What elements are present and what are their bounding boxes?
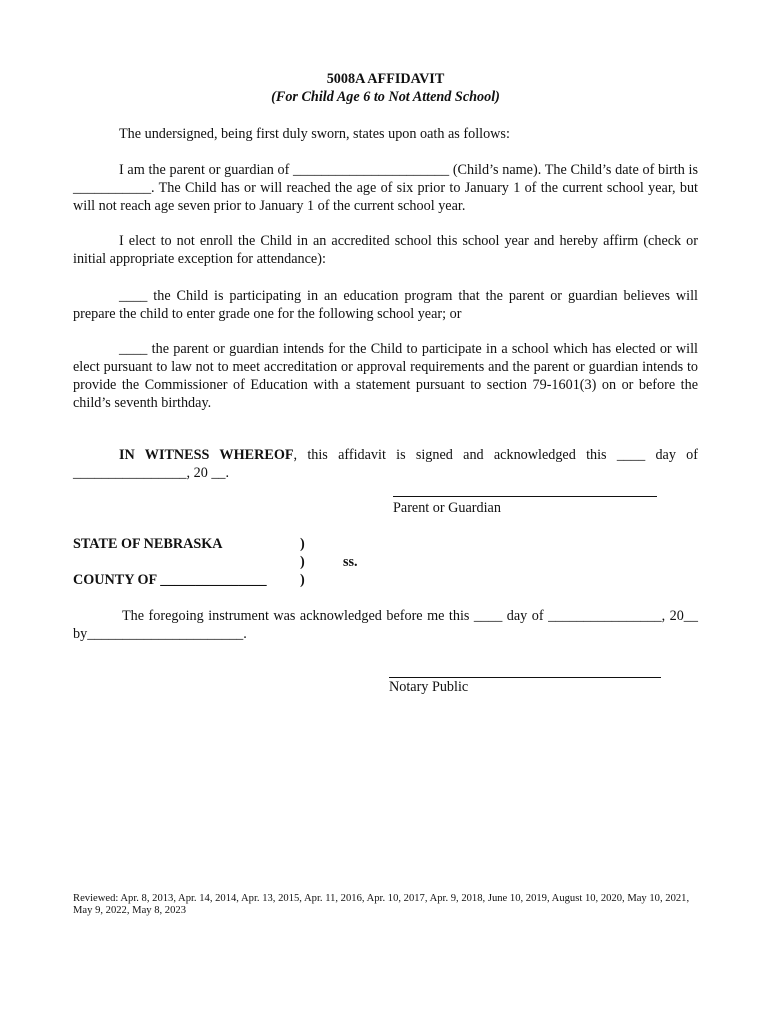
election-paragraph: I elect to not enroll the Child in an accredited school this school year and hereby affirm (check or initial appropriate exception for attendance): [73, 233, 698, 267]
witness-lead: IN WITNESS WHEREOF [119, 447, 294, 463]
venue-ss: ss. [343, 554, 358, 570]
exception-option-education-program: ____ the Child is participating in an education program that the parent or guardian believes will prepare the child to enter grade one for the following school year; or [73, 288, 698, 322]
witness-paragraph [73, 446, 698, 482]
venue-state: STATE OF NEBRASKA [73, 536, 223, 552]
exception-option-nonaccredited-school: ____ the parent or guardian intends for the Child to participate in a school which has elected or will elect pursuant to law not to meet accreditation or approval requirements and the parent or guardian intends to provide the Commissioner of Education with a statement pursuant to section 79-1601(3) on or before the child’s seventh birthday. [73, 341, 698, 411]
parent-signature-line [393, 496, 657, 497]
venue-paren-2: ) [300, 554, 305, 570]
document-title: 5008A AFFIDAVIT [326, 71, 445, 87]
venue-paren-3: ) [300, 572, 305, 588]
parent-signature-label: Parent or Guardian [393, 500, 501, 516]
venue-paren-1: ) [300, 536, 305, 552]
acknowledgment-paragraph: The foregoing instrument was acknowledged before me this ____ day of ________________, 20__ by______________________. [73, 608, 698, 642]
child-info-paragraph: I am the parent or guardian of ______________________ (Child’s name). The Child’s date of birth is ___________. The Child has or will reached the age of six prior to January 1 of the current school year, but will not reach age seven prior to January 1 of the current school year. [73, 162, 698, 214]
venue-county: COUNTY OF _______________ [73, 572, 267, 588]
intro-paragraph: The undersigned, being first duly sworn, states upon oath as follows: [119, 126, 510, 142]
affidavit-page [73, 70, 698, 106]
review-dates-footer: Reviewed: Apr. 8, 2013, Apr. 14, 2014, Apr. 13, 2015, Apr. 11, 2016, Apr. 10, 2017, Apr. 9, 2018, June 10, 2019, August 10, 2020, May 10, 2021, May 9, 2022, May 8, 2023 [73, 893, 690, 916]
witness-text: , this affidavit is signed and acknowledged this ____ day of ________________, 20 __. [73, 447, 699, 481]
notary-label: Notary Public [389, 679, 469, 695]
document-subtitle: (For Child Age 6 to Not Attend School) [271, 89, 500, 105]
